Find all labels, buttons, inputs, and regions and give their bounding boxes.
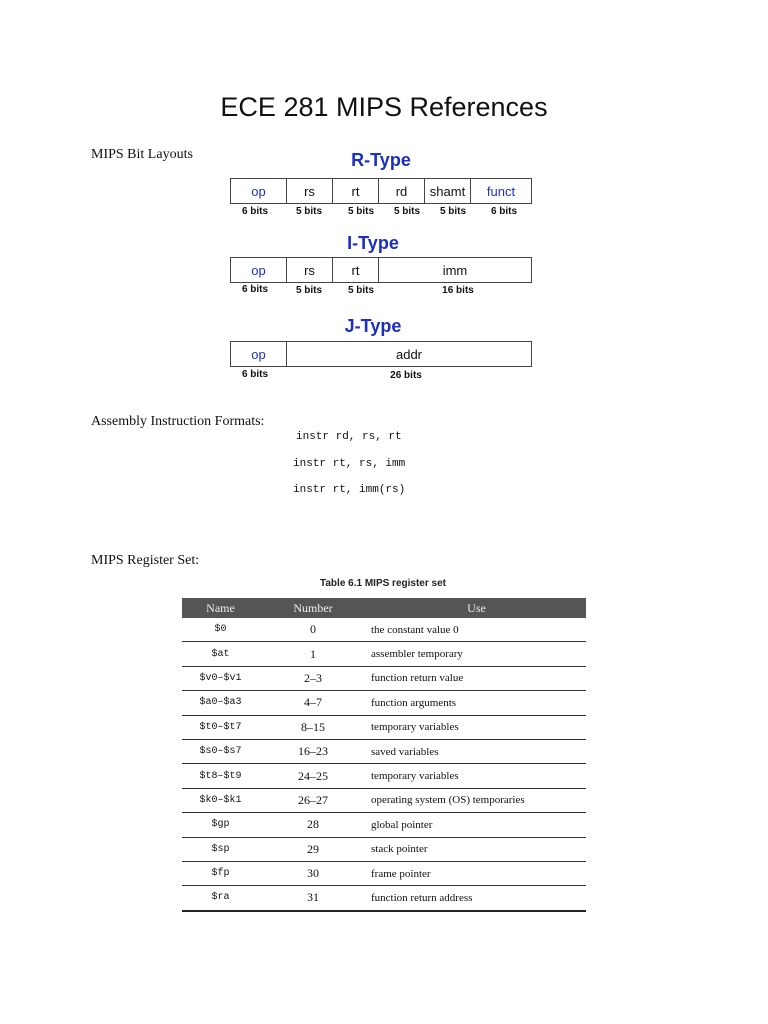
table-row xyxy=(182,837,586,861)
register-use: the constant value 0 xyxy=(367,618,586,642)
register-use: operating system (OS) temporaries xyxy=(367,788,586,812)
table-row xyxy=(182,618,586,642)
table-row xyxy=(182,691,586,715)
i-field-imm: imm xyxy=(442,262,468,278)
register-name: $v0–$v1 xyxy=(182,666,259,690)
header-use: Use xyxy=(367,598,586,618)
register-number: 1 xyxy=(259,642,367,666)
j-bits-op: 6 bits xyxy=(241,369,269,380)
register-use: saved variables xyxy=(367,739,586,763)
register-use: stack pointer xyxy=(367,837,586,861)
r-bits-rd: 5 bits xyxy=(393,206,421,217)
j-bits-addr: 26 bits xyxy=(390,370,422,381)
r-bits-funct: 6 bits xyxy=(490,206,518,217)
register-number: 24–25 xyxy=(259,764,367,788)
i-bits-op: 6 bits xyxy=(241,284,269,295)
register-number: 31 xyxy=(259,886,367,911)
r-type-bits xyxy=(230,206,532,220)
table-row xyxy=(182,861,586,885)
register-number: 8–15 xyxy=(259,715,367,739)
j-type-heading: J-Type xyxy=(344,316,402,336)
i-field-rs: rs xyxy=(287,258,333,282)
register-name: $s0–$s7 xyxy=(182,739,259,763)
register-name: $t8–$t9 xyxy=(182,764,259,788)
r-field-op: op xyxy=(231,179,287,203)
register-number: 4–7 xyxy=(259,691,367,715)
register-number: 29 xyxy=(259,837,367,861)
r-bits-rs: 5 bits xyxy=(295,206,323,217)
register-name: $sp xyxy=(182,837,259,861)
i-type-heading: I-Type xyxy=(347,233,399,253)
register-use: function return address xyxy=(367,886,586,911)
register-use: global pointer xyxy=(367,813,586,837)
i-type-fields xyxy=(230,257,532,283)
register-name: $0 xyxy=(182,618,259,642)
register-name: $fp xyxy=(182,861,259,885)
r-bits-shamt: 5 bits xyxy=(439,206,467,217)
r-type-heading: R-Type xyxy=(351,150,411,170)
register-name: $ra xyxy=(182,886,259,911)
r-bits-rt: 5 bits xyxy=(347,206,375,217)
page-title: ECE 281 MIPS References xyxy=(220,92,548,122)
register-table-header xyxy=(182,598,586,618)
register-name: $gp xyxy=(182,813,259,837)
register-use: temporary variables xyxy=(367,764,586,788)
register-use: temporary variables xyxy=(367,715,586,739)
register-table xyxy=(182,598,586,912)
r-field-funct: funct xyxy=(486,183,516,199)
r-field-rt: rt xyxy=(333,179,379,203)
table-row xyxy=(182,739,586,763)
register-name: $t0–$t7 xyxy=(182,715,259,739)
r-bits-op: 6 bits xyxy=(241,206,269,217)
register-number: 30 xyxy=(259,861,367,885)
table-row xyxy=(182,788,586,812)
register-table-caption: Table 6.1 MIPS register set xyxy=(320,578,446,589)
register-number: 16–23 xyxy=(259,739,367,763)
register-use: frame pointer xyxy=(367,861,586,885)
register-number: 28 xyxy=(259,813,367,837)
register-use: function arguments xyxy=(367,691,586,715)
register-name: $k0–$k1 xyxy=(182,788,259,812)
j-field-op: op xyxy=(231,342,287,366)
register-number: 26–27 xyxy=(259,788,367,812)
table-row xyxy=(182,642,586,666)
table-row xyxy=(182,813,586,837)
table-row xyxy=(182,886,586,911)
j-type-fields xyxy=(230,341,532,367)
table-row xyxy=(182,715,586,739)
register-name: $a0–$a3 xyxy=(182,691,259,715)
header-number: Number xyxy=(259,598,367,618)
table-row xyxy=(182,764,586,788)
register-number: 2–3 xyxy=(259,666,367,690)
format-i: instr rt, rs, imm xyxy=(293,458,406,470)
register-name: $at xyxy=(182,642,259,666)
format-mem: instr rt, imm(rs) xyxy=(293,484,406,496)
register-number: 0 xyxy=(259,618,367,642)
header-name: Name xyxy=(182,598,259,618)
j-type-bits xyxy=(230,369,532,383)
r-field-rs: rs xyxy=(287,179,333,203)
formats-label: Assembly Instruction Formats: xyxy=(91,414,265,429)
i-bits-rs: 5 bits xyxy=(295,285,323,296)
i-bits-imm: 16 bits xyxy=(442,285,474,296)
j-field-addr: addr xyxy=(395,346,423,362)
i-type-bits xyxy=(230,284,532,298)
r-field-shamt: shamt xyxy=(425,179,471,203)
i-bits-rt: 5 bits xyxy=(347,285,375,296)
registers-label: MIPS Register Set: xyxy=(91,553,200,568)
bit-layouts-label: MIPS Bit Layouts xyxy=(91,147,193,162)
register-use: function return value xyxy=(367,666,586,690)
register-use: assembler temporary xyxy=(367,642,586,666)
i-field-rt: rt xyxy=(333,258,379,282)
format-r: instr rd, rs, rt xyxy=(296,431,402,443)
r-field-rd: rd xyxy=(379,179,425,203)
table-row xyxy=(182,666,586,690)
r-type-fields xyxy=(230,178,532,204)
i-field-op: op xyxy=(231,258,287,282)
